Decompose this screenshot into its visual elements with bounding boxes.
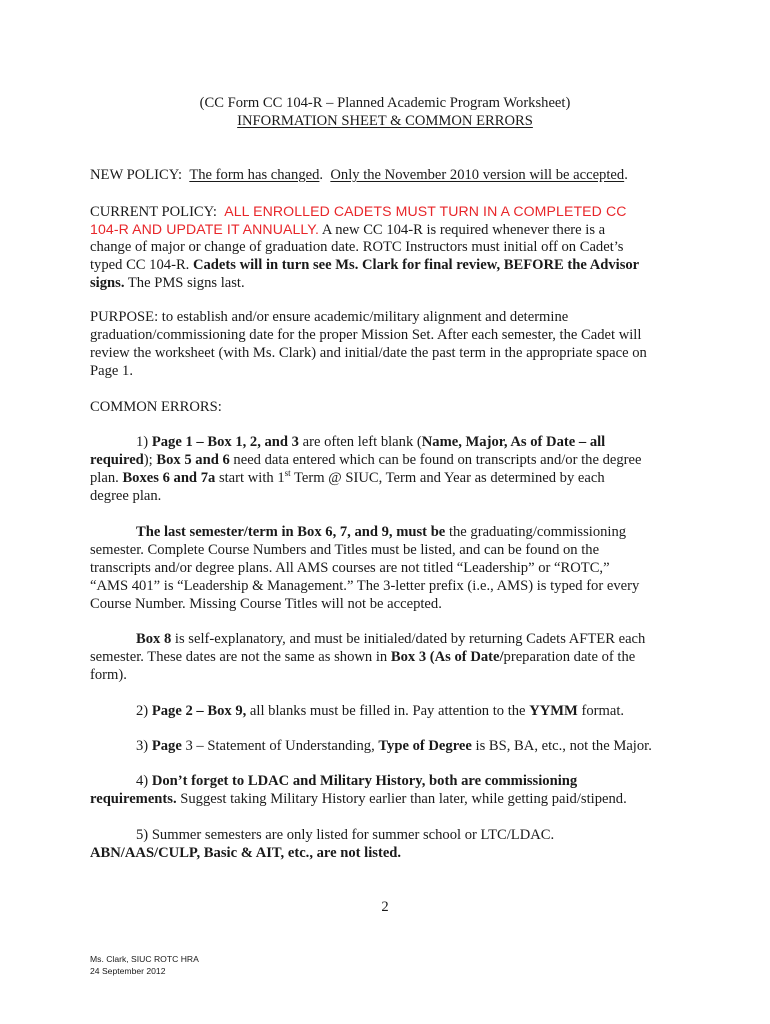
- item-1-line-4: degree plan.: [90, 488, 162, 504]
- last-semester-line-1: [136, 523, 626, 541]
- current-policy-line-4: [90, 256, 639, 274]
- last-semester-text: the graduating/commissioning: [445, 524, 627, 540]
- new-policy-text-2: Only the November 2010 version will be accepted: [330, 167, 625, 183]
- new-policy-label: NEW POLICY:: [90, 167, 183, 183]
- item-5-text-1: Summer semesters are only listed for summer school or LTC/LDAC.: [151, 827, 555, 843]
- new-policy-line: [90, 166, 628, 184]
- item-4-number: 4): [136, 773, 152, 789]
- current-policy-line-3: change of major or change of graduation date. ROTC Instructors must initial off on Cadet’s: [90, 239, 624, 255]
- item-5-line-2: ABN/AAS/CULP, Basic & AIT, etc., are not listed.: [90, 845, 402, 861]
- item-3-text-1: 3 – Statement of Understanding,: [181, 738, 379, 754]
- purpose-line-4: Page 1.: [90, 363, 133, 379]
- item-1-text-6: Term @ SIUC, Term and Year as determined by each: [290, 470, 605, 486]
- last-semester-line-2: semester. Complete Course Numbers and Titles must be listed, and can be found on the: [90, 542, 600, 558]
- item-1-bold-4: Box 5 and 6: [156, 452, 230, 468]
- box8-line-1: [136, 630, 645, 648]
- current-policy-l4-b: Cadets will in turn see Ms. Clark for final review, BEFORE the Advisor: [192, 257, 640, 273]
- box8-text-2: semester. These dates are not the same as shown in: [90, 649, 391, 665]
- item-2-bold-2: YYMM: [529, 703, 578, 719]
- current-policy-l5-b: signs.: [90, 275, 125, 291]
- box8-line-3: form).: [90, 667, 127, 683]
- box8-line-2: [90, 648, 635, 666]
- item-4-text-1: Suggest taking Military History earlier than later, while getting paid/stipend.: [176, 791, 627, 807]
- item-3-bold-2: Type of Degree: [378, 738, 472, 754]
- item-1-bold-1: Page 1 – Box 1, 2, and 3: [151, 434, 299, 450]
- box8-bold-2: Box 3 (As of Date/: [390, 649, 504, 665]
- current-policy-l4-a: typed CC 104-R.: [90, 257, 193, 273]
- document-title: (CC Form CC 104-R – Planned Academic Program Worksheet): [199, 95, 571, 111]
- item-4-line-1: [136, 772, 577, 790]
- item-1-line-2: [90, 451, 641, 469]
- item-1-text-4: plan.: [90, 470, 123, 486]
- item-1-bold-2: Name, Major, As of Date – all: [421, 434, 606, 450]
- item-2-number: 2): [136, 703, 152, 719]
- item-4-bold-1: Don’t forget to LDAC and Military History, both are commissioning: [151, 773, 578, 789]
- new-policy-text-1: The form has changed: [189, 167, 320, 183]
- current-policy-l5-rest: The PMS signs last.: [124, 275, 245, 291]
- box8-text-1: is self-explanatory, and must be initialed/dated by returning Cadets AFTER each: [171, 631, 646, 647]
- item-1-superscript: st: [284, 468, 291, 478]
- footer-author: Ms. Clark, SIUC ROTC HRA: [90, 954, 199, 964]
- current-policy-line-5: [90, 274, 245, 292]
- purpose-line-1: PURPOSE: to establish and/or ensure academic/military alignment and determine: [90, 309, 569, 325]
- current-policy-red-2: 104-R AND UPDATE IT ANNUALLY.: [90, 221, 320, 237]
- last-semester-line-5: Course Number. Missing Course Titles will not be accepted.: [90, 596, 442, 612]
- item-5-line-1: [136, 826, 554, 844]
- subtitle-text: INFORMATION SHEET & COMMON ERRORS: [237, 113, 533, 129]
- item-1-text-3: need data entered which can be found on transcripts and/or the degree: [229, 452, 642, 468]
- item-1-line-3: [90, 469, 605, 487]
- current-policy-red-1: ALL ENROLLED CADETS MUST TURN IN A COMPLETED CC: [224, 203, 627, 219]
- item-1-text-1: are often left blank (: [298, 434, 422, 450]
- item-1-bold-5: Boxes 6 and 7a: [122, 470, 216, 486]
- item-4-line-2: [90, 790, 627, 808]
- item-3-line: [136, 737, 652, 755]
- item-3-text-2: is BS, BA, etc., not the Major.: [471, 738, 652, 754]
- item-2-text-1: all blanks must be filled in. Pay attention to the: [246, 703, 530, 719]
- last-semester-line-4: “AMS 401” is “Leadership & Management.” The 3-letter prefix (i.e., AMS) is typed for every: [90, 578, 640, 594]
- last-semester-bold: The last semester/term in Box 6, 7, and 9, must be: [136, 524, 446, 540]
- new-policy-sep: .: [319, 167, 324, 183]
- common-errors-heading: COMMON ERRORS:: [90, 399, 222, 415]
- item-1-number: 1): [136, 434, 152, 450]
- new-policy-end: .: [624, 167, 628, 183]
- item-4-bold-2: requirements.: [90, 791, 177, 807]
- item-2-text-2: format.: [577, 703, 625, 719]
- box8-bold: Box 8: [136, 631, 172, 647]
- current-policy-l2-rest: A new CC 104-R is required whenever there is a: [319, 222, 606, 238]
- current-policy-label: CURRENT POLICY:: [90, 204, 217, 220]
- item-2-line: [136, 702, 624, 720]
- last-semester-line-3: transcripts and/or degree plans. All AMS courses are not titled “Leadership” or “ROTC,”: [90, 560, 610, 576]
- page-number: 2: [381, 899, 389, 915]
- item-1-text-2: );: [143, 452, 157, 468]
- item-5-number: 5): [136, 827, 152, 843]
- item-3-number: 3): [136, 738, 152, 754]
- item-2-bold-1: Page 2 – Box 9,: [151, 703, 247, 719]
- box8-text-3: preparation date of the: [503, 649, 636, 665]
- purpose-line-2: graduation/commissioning date for the proper Mission Set. After each semester, the Cadet will: [90, 327, 642, 343]
- item-1-line-1: [136, 433, 605, 451]
- current-policy-line-2: [90, 220, 605, 239]
- purpose-line-3: review the worksheet (with Ms. Clark) and initial/date the past term in the appropriate space on: [90, 345, 647, 361]
- current-policy-line-1: [90, 202, 627, 221]
- document-subtitle: [0, 112, 770, 130]
- item-1-text-5: start with 1: [215, 470, 285, 486]
- item-1-bold-3: required: [90, 452, 144, 468]
- footer-date: 24 September 2012: [90, 966, 166, 976]
- item-3-bold-1: Page: [151, 738, 182, 754]
